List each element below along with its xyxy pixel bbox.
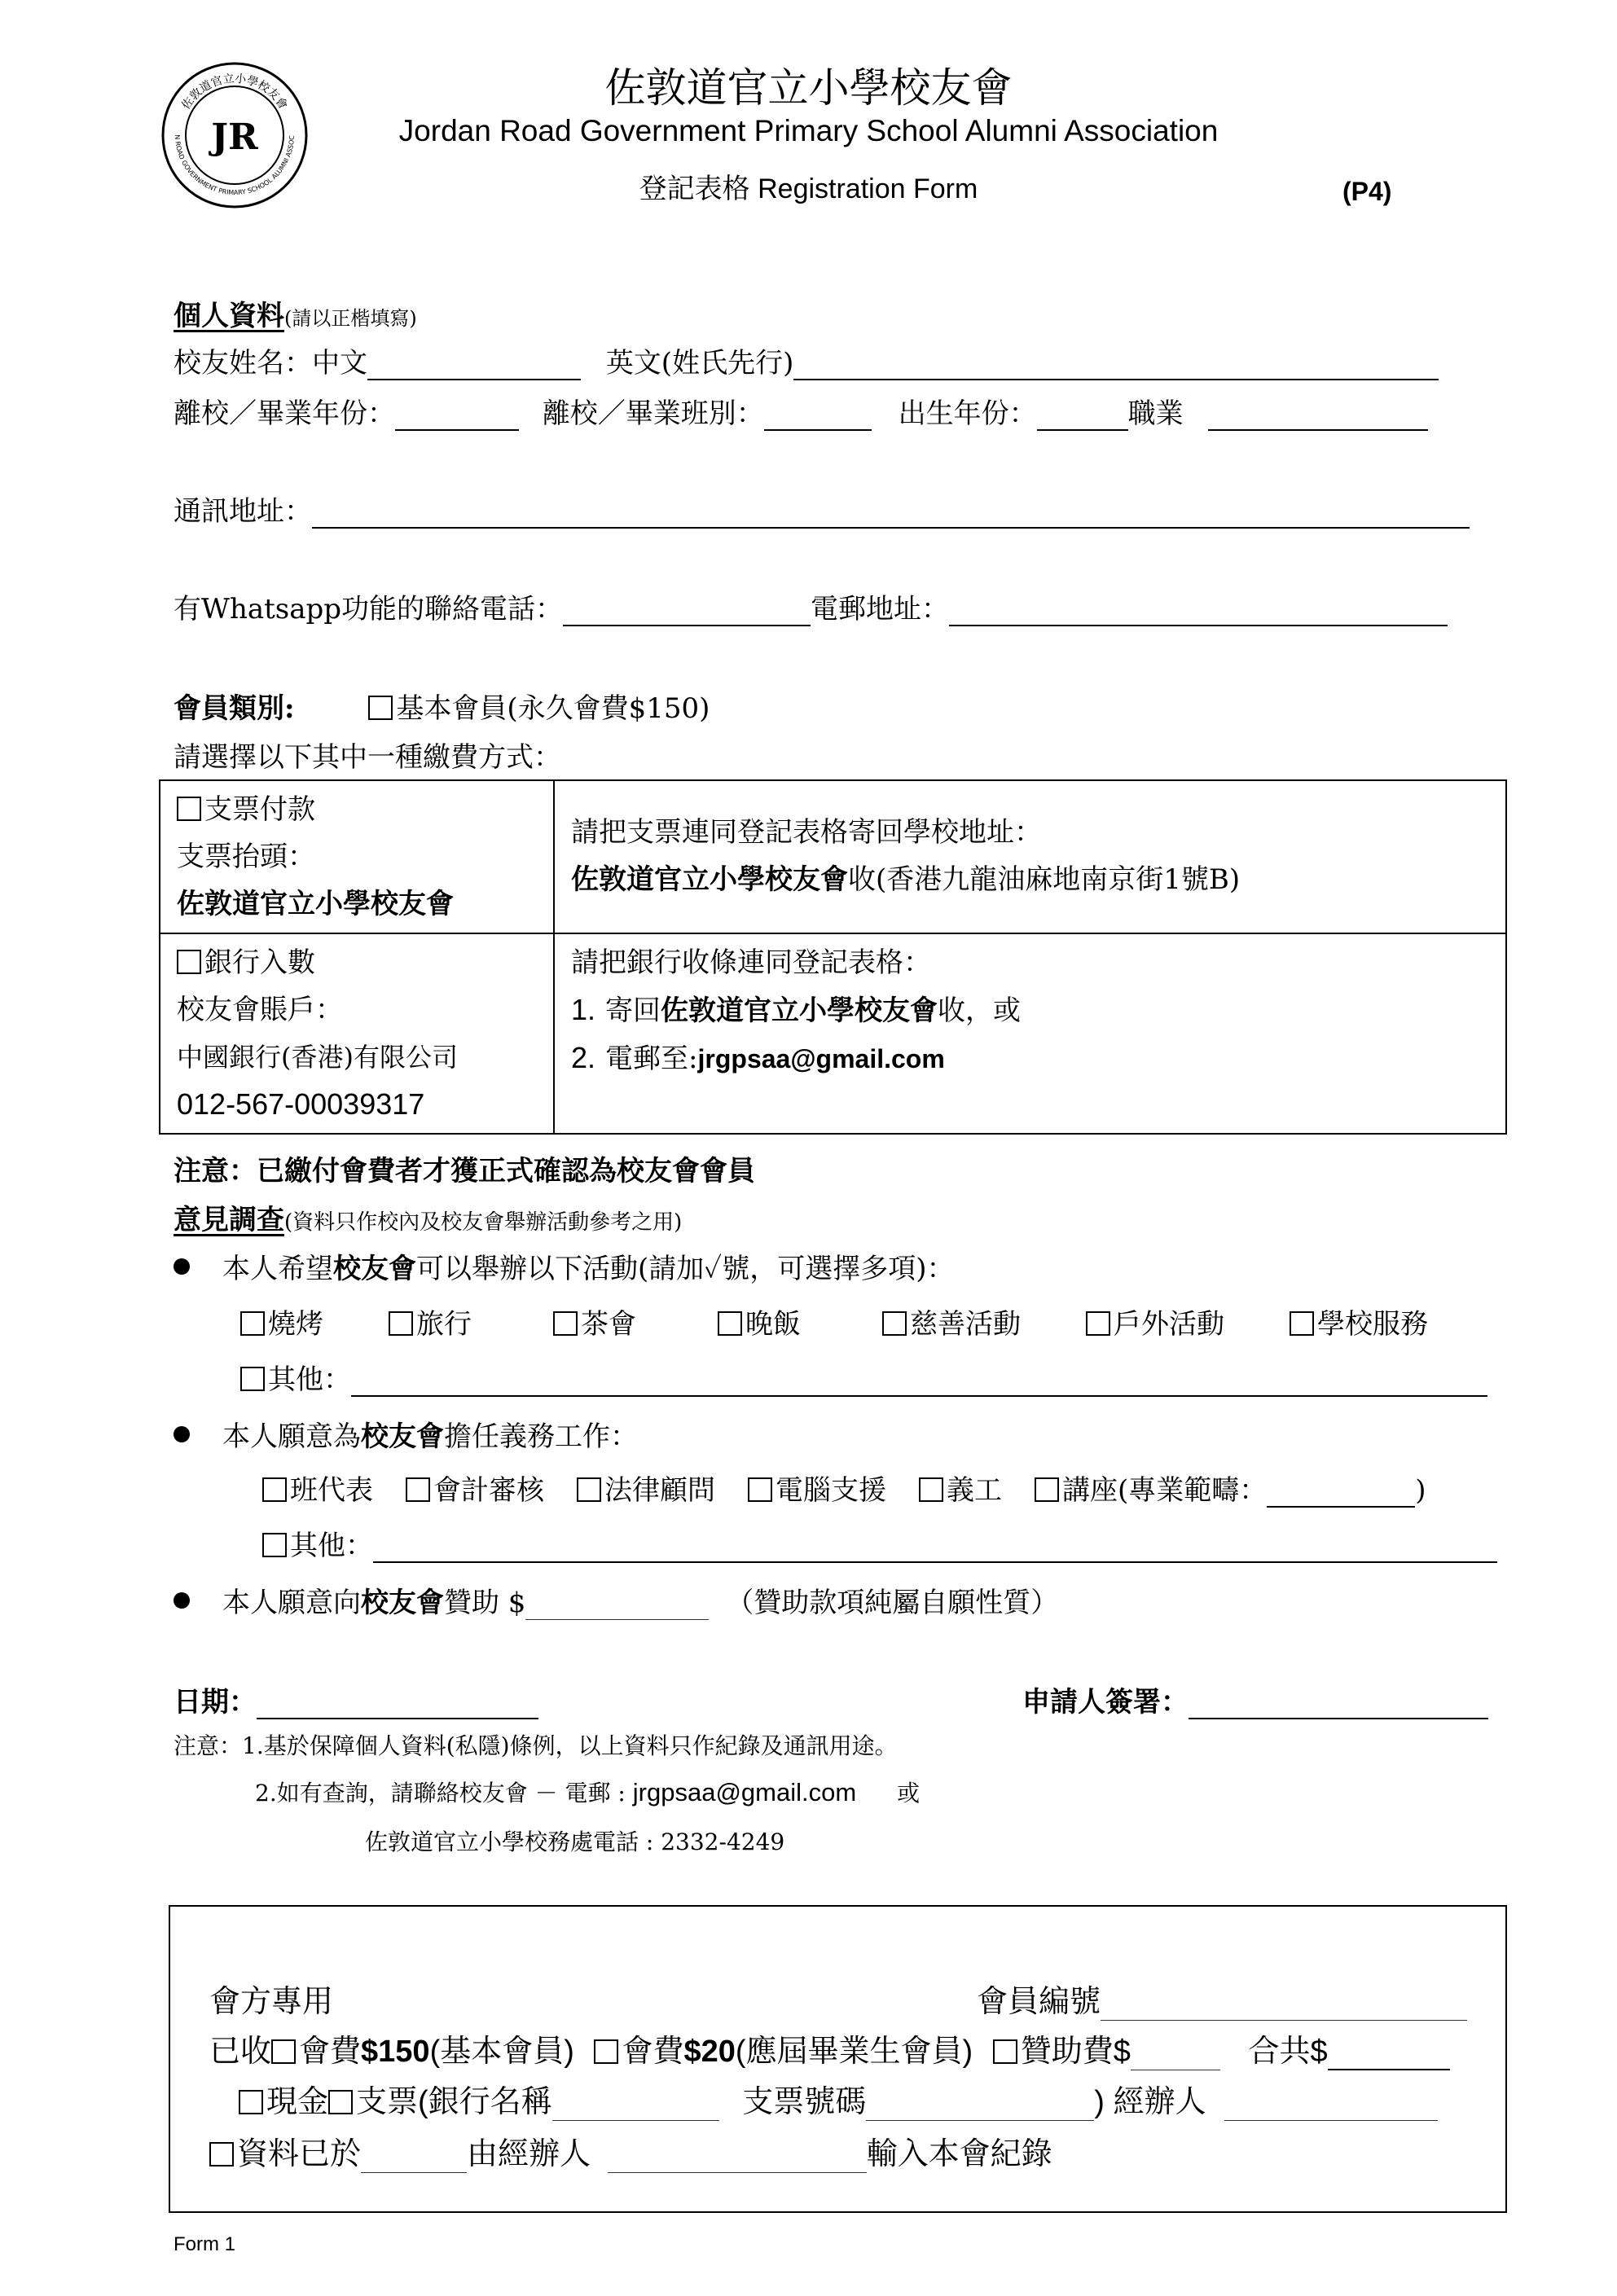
payment-notice: 注意：已繳付會費者才獲正式確認為校友會會員 xyxy=(174,1155,755,1188)
office-use-box xyxy=(169,1905,1507,2213)
record-date-field[interactable] xyxy=(361,2145,467,2173)
cheque-office-checkbox[interactable] xyxy=(328,2090,353,2114)
date-field[interactable] xyxy=(257,1690,538,1719)
contact-row: 有Whatsapp功能的聯絡電話： 電郵地址： xyxy=(174,586,1448,626)
address-field[interactable] xyxy=(312,499,1470,529)
payment-method-row: 現金 支票(銀行名稱 支票號碼 ) 經辦人 xyxy=(239,2076,1438,2121)
activity-checkbox[interactable] xyxy=(1290,1311,1314,1336)
activity-other-field[interactable] xyxy=(351,1368,1487,1397)
signature-row: 申請人簽署： xyxy=(1022,1679,1488,1719)
note-1: 注意：1.基於保障個人資料(私隱)條例，以上資料只作紀錄及通訊用途。 xyxy=(174,1732,898,1759)
address-row: 通訊地址： xyxy=(174,489,1470,529)
volunteer-other-checkbox[interactable] xyxy=(262,1533,287,1557)
member-number-field[interactable] xyxy=(1101,1992,1467,2021)
volunteer-other-field[interactable] xyxy=(373,1534,1497,1563)
volunteer-other: 其他： xyxy=(262,1523,1497,1563)
activity-checkbox[interactable] xyxy=(240,1311,265,1336)
form-code: Form 1 xyxy=(174,2233,236,2255)
leave-year-field[interactable] xyxy=(395,402,519,431)
school-year-row: 離校／畢業年份： 離校／畢業班別： 出生年份： 職業 xyxy=(174,391,1428,431)
contact-email: jrgpsaa@gmail.com xyxy=(697,1044,945,1073)
cheque-cell: 支票付款 支票抬頭： 佐敦道官立小學校友會 xyxy=(160,780,554,933)
email-field[interactable] xyxy=(949,597,1448,626)
office-title: 會方專用 xyxy=(209,1985,334,2019)
activity-other-checkbox[interactable] xyxy=(240,1367,265,1391)
volunteer-options: 班代表 會計審核 法律顧問 電腦支援 義工 講座(專業範疇： ) xyxy=(262,1468,1426,1508)
svg-text:JORDAN ROAD GOVERNMENT PRIMARY: N ROAD GOVERNMENT PRIMARY SCHOOL ALUMNI ASSOC xyxy=(173,134,297,197)
total-field[interactable] xyxy=(1328,2041,1450,2070)
handler-field[interactable] xyxy=(1224,2092,1438,2121)
survey-q1: 本人希望校友會可以舉辦以下活動(請加✓號，可選擇多項)： xyxy=(174,1246,954,1286)
volunteer-checkbox[interactable] xyxy=(1035,1477,1059,1502)
activity-checkbox[interactable] xyxy=(389,1311,413,1336)
volunteer-checkbox[interactable] xyxy=(919,1477,943,1502)
svg-text:佐敦道官立小學校友會: 佐敦道官立小學校友會 xyxy=(179,72,290,112)
phone-field[interactable] xyxy=(563,597,811,626)
page-code: (P4) xyxy=(1342,177,1392,206)
payment-table xyxy=(159,779,1507,1135)
bank-name-field[interactable] xyxy=(552,2092,719,2121)
bullet-icon xyxy=(174,1592,190,1609)
payment-prompt: 請選擇以下其中一種繳費方式： xyxy=(174,741,561,774)
fee-graduate-checkbox[interactable] xyxy=(594,2039,618,2064)
volunteer-field-input[interactable] xyxy=(1267,1478,1415,1508)
cheque-number-field[interactable] xyxy=(866,2092,1094,2121)
member-number-row: 會員編號 xyxy=(977,1976,1467,2021)
bank-instructions: 請把銀行收條連同登記表格： 1. 寄回佐敦道官立小學校友會收，或 2. 電郵至:jrgpsaa@gmail.com xyxy=(554,933,1506,1134)
note-3: 佐敦道官立小學校務處電話 : 2332-4249 xyxy=(365,1828,785,1855)
sponsor-amount-field[interactable] xyxy=(525,1591,709,1620)
bank-cell: 銀行入數 校友會賬戶： 中國銀行(香港)有限公司 012-567-00039317 xyxy=(160,933,554,1134)
name-chinese-field[interactable] xyxy=(367,351,581,380)
form-subtitle: 登記表格 Registration Form xyxy=(639,173,978,204)
name-row: 校友姓名：中文 英文(姓氏先行) xyxy=(174,340,1439,380)
cheque-instructions: 請把支票連同登記表格寄回學校地址： 佐敦道官立小學校友會收(香港九龍油麻地南京街1號B) xyxy=(554,780,1506,933)
volunteer-checkbox[interactable] xyxy=(406,1477,430,1502)
activity-options: 燒烤 旅行 茶會 晚飯 慈善活動 戶外活動 學校服務 xyxy=(240,1302,1428,1341)
bullet-icon xyxy=(174,1258,190,1275)
note-2: 2.如有查詢，請聯絡校友會 － 電郵 : jrgpsaa@gmail.com 或 xyxy=(255,1778,921,1807)
birth-year-field[interactable] xyxy=(1037,402,1128,431)
sponsor-fee-field[interactable] xyxy=(1131,2042,1220,2070)
volunteer-checkbox[interactable] xyxy=(262,1477,287,1502)
activity-checkbox[interactable] xyxy=(882,1311,907,1336)
date-row: 日期： xyxy=(174,1679,538,1719)
signature-field[interactable] xyxy=(1189,1690,1488,1719)
volunteer-checkbox[interactable] xyxy=(748,1477,772,1502)
record-handler-field[interactable] xyxy=(608,2145,867,2173)
name-english-field[interactable] xyxy=(793,351,1439,380)
svg-text:JR: JR xyxy=(211,116,258,158)
activity-checkbox[interactable] xyxy=(1086,1311,1110,1336)
activity-other: 其他： xyxy=(240,1357,1487,1397)
survey-q2: 本人願意為校友會擔任義務工作： xyxy=(174,1414,638,1454)
activity-checkbox[interactable] xyxy=(718,1311,742,1336)
fee-basic-checkbox[interactable] xyxy=(271,2039,296,2064)
cash-checkbox[interactable] xyxy=(239,2090,263,2114)
sponsor-fee-checkbox[interactable] xyxy=(993,2039,1017,2064)
cheque-checkbox[interactable] xyxy=(177,797,201,821)
occupation-field[interactable] xyxy=(1208,402,1428,431)
membership-row: 會員類別: 基本會員(永久會費$150) xyxy=(174,692,710,725)
bank-transfer-checkbox[interactable] xyxy=(177,950,201,974)
bullet-icon xyxy=(174,1426,190,1442)
survey-heading: 意見調查(資料只作校內及校友會舉辦活動參考之用) xyxy=(174,1204,683,1236)
leave-class-field[interactable] xyxy=(764,402,872,431)
bank-account-number: 012-567-00039317 xyxy=(177,1087,425,1121)
fee-row: 已收 會費$150(基本會員) 會費$20(應屆畢業生會員) 贊助費$ 合共$ xyxy=(209,2026,1450,2070)
volunteer-checkbox[interactable] xyxy=(577,1477,601,1502)
basic-member-checkbox[interactable] xyxy=(368,696,393,720)
record-row: 資料已於 由經辦人 輸入本會紀錄 xyxy=(209,2128,1052,2173)
title-chinese: 佐敦道官立小學校友會 xyxy=(604,65,1013,111)
survey-q3: 本人願意向校友會贊助 $ （贊助款項純屬自願性質） xyxy=(174,1580,1058,1620)
record-checkbox[interactable] xyxy=(209,2142,234,2166)
title-english: Jordan Road Government Primary School Alumni Association xyxy=(398,114,1219,147)
personal-heading: 個人資料(請以正楷填寫) xyxy=(174,300,417,332)
activity-checkbox[interactable] xyxy=(553,1311,578,1336)
